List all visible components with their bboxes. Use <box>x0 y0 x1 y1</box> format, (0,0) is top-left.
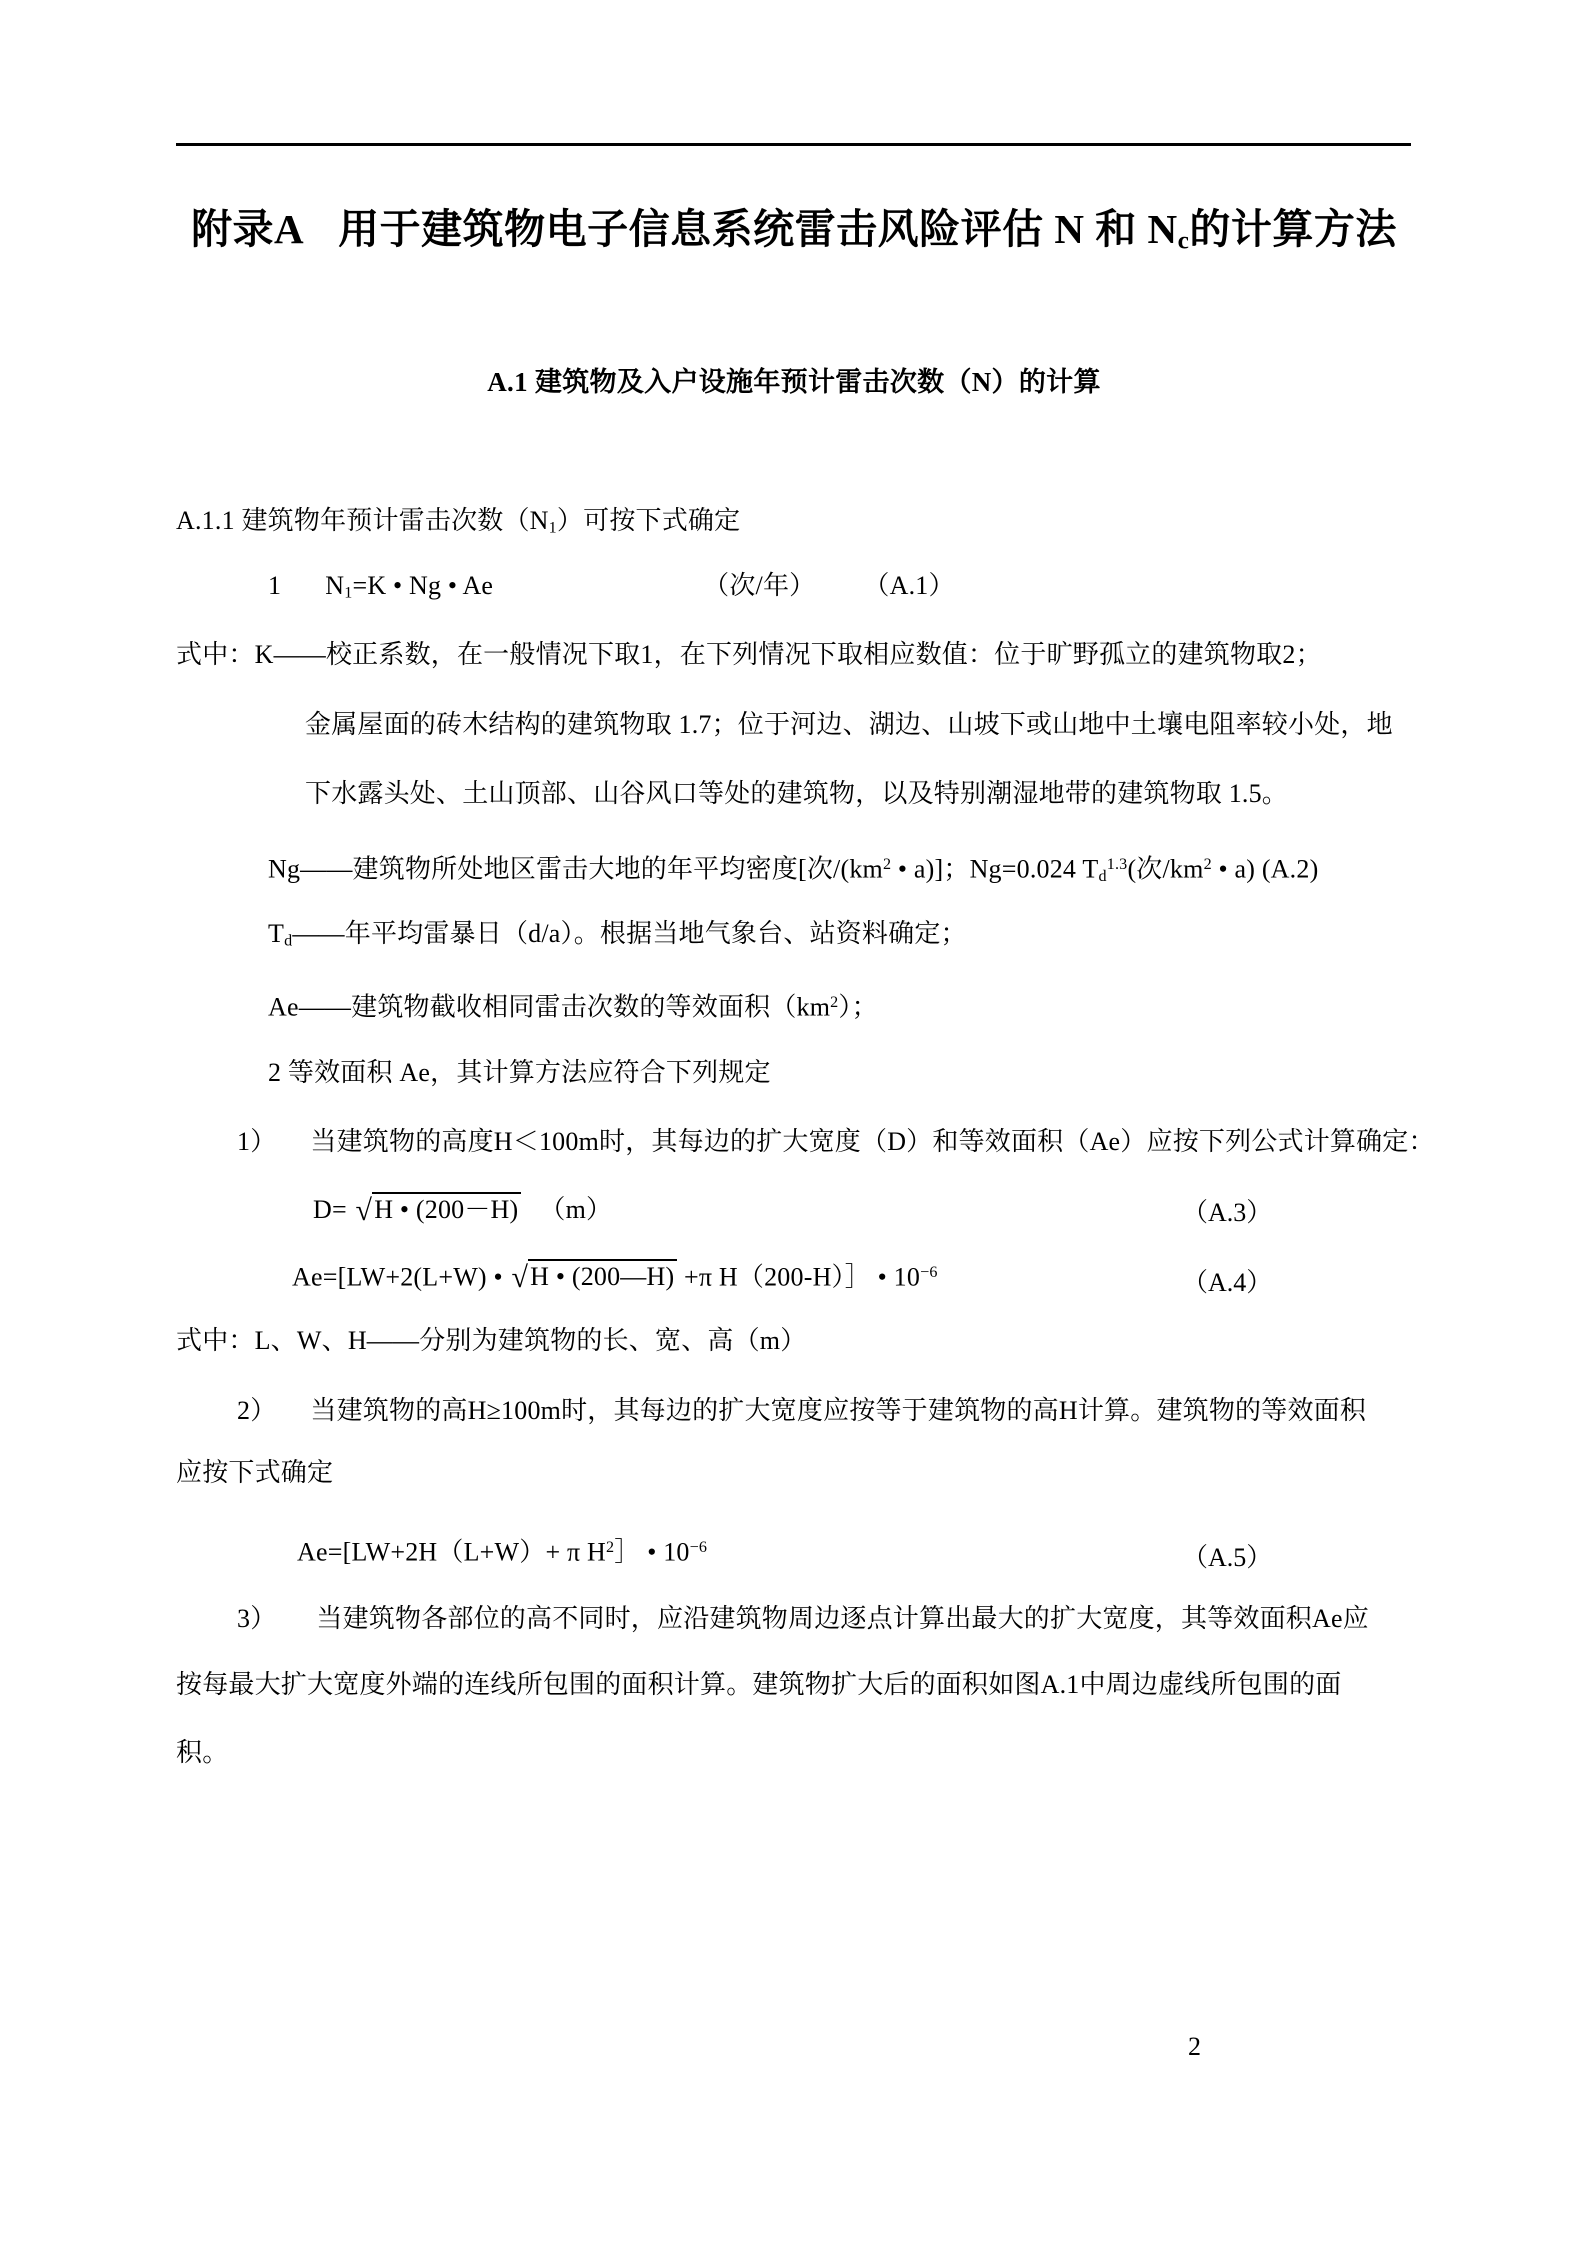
page-title-main: 用于建筑物电子信息系统雷击风险评估 N 和 N <box>338 206 1178 252</box>
ng-definition-part1: Ng——建筑物所处地区雷击大地的年平均密度[次/(km <box>268 854 883 884</box>
sqrt-icon: √ <box>355 1194 373 1227</box>
item-1-marker: 1） <box>237 1127 277 1156</box>
ae-definition-prefix: Ae——建筑物截收相同雷击次数的等效面积（km <box>268 992 831 1022</box>
td-definition <box>268 919 967 957</box>
page-title-appendix: 附录A <box>191 206 305 252</box>
item-3-text: 当建筑物各部位的高不同时，应沿建筑物周边逐点计算出最大的扩大宽度，其等效面积Ae应 <box>316 1604 1369 1633</box>
item-3-varying-height <box>237 1604 1369 1634</box>
formula-a1 <box>268 571 955 609</box>
formula-a5-exponent: −6 <box>689 1539 708 1556</box>
sqrt-icon: √ <box>511 1261 529 1295</box>
formula-a4-sqrt <box>510 1259 678 1295</box>
ng-definition-sup-km2-a: 2 <box>882 856 892 873</box>
page-title-tail: 的计算方法 <box>1189 206 1397 252</box>
td-definition-prefix: T <box>268 919 285 948</box>
formula-a5-h-exponent: 2 <box>606 1539 615 1556</box>
ae-definition <box>268 988 878 1022</box>
formula-a5-lhs: Ae=[LW+2H（L+W）+ π H <box>297 1537 607 1567</box>
formula-a3-label: （A.3） <box>1182 1198 1273 1227</box>
formula-a3-sqrt <box>354 1192 522 1225</box>
ae-definition-sup-km2: 2 <box>830 994 839 1011</box>
item-2-height-ge-100 <box>237 1396 1366 1426</box>
ng-definition-sup-km2-b: 2 <box>1203 856 1212 873</box>
ae-definition-suffix: ）； <box>838 992 878 1022</box>
header-rule <box>176 143 1411 146</box>
formula-a4 <box>292 1258 938 1295</box>
item-2-continuation: 应按下式确定 <box>176 1458 334 1487</box>
formula-a1-unit: （次/年） <box>703 571 816 600</box>
item-1-height-lt-100 <box>237 1127 1435 1157</box>
item-3-marker: 3） <box>237 1604 277 1633</box>
formula-a3-radicand: H • (200－H) <box>372 1192 521 1225</box>
k-definition-line-2: 金属屋面的砖木结构的建筑物取 1.7；位于河边、湖边、山坡下或山地中土壤电阻率较小处，地 <box>305 710 1393 739</box>
formula-a5-mid: ］ • 10 <box>614 1537 690 1567</box>
ng-definition-exponent: 1.3 <box>1106 856 1128 873</box>
k-definition-line-3: 下水露头处、土山顶部、山谷风口等处的建筑物，以及特别潮湿地带的建筑物取 1.5。 <box>305 779 1289 808</box>
ng-definition-part2: • a)]；Ng=0.024 T <box>891 854 1099 884</box>
ng-definition-part3: (次/km <box>1127 854 1204 884</box>
formula-a4-radicand: H • (200—H) <box>528 1259 677 1292</box>
formula-a3-unit: （m） <box>539 1195 613 1224</box>
clause-a111-prefix: A.1.1 建筑物年预计雷击次数（N <box>176 506 549 535</box>
formula-a3 <box>313 1192 612 1225</box>
formula-a1-lhs-subscript: 1 <box>344 584 353 602</box>
item-2-marker: 2） <box>237 1396 277 1425</box>
k-definition-line-1: 式中：K——校正系数，在一般情况下取1，在下列情况下取相应数值：位于旷野孤立的建筑物取2； <box>176 640 1322 669</box>
td-definition-text: ——年平均雷暴日（d/a）。根据当地气象台、站资料确定； <box>292 919 967 948</box>
formula-a5 <box>297 1533 707 1567</box>
lwh-definition: 式中：L、W、H——分别为建筑物的长、宽、高（m） <box>176 1326 807 1355</box>
item-2-text: 当建筑物的高H≥100m时，其每边的扩大宽度应按等于建筑物的高H计算。建筑物的等效面积 <box>310 1396 1367 1425</box>
formula-a4-label: （A.4） <box>1182 1268 1273 1297</box>
ng-definition-sub-d: d <box>1098 867 1107 885</box>
page-title <box>0 196 1588 256</box>
formula-a4-lhs: Ae=[LW+2(L+W) • <box>292 1262 510 1292</box>
clause-a111-subscript: 1 <box>548 519 557 537</box>
section-heading-a1: A.1 建筑物及入户设施年预计雷击次数（N）的计算 <box>487 367 1101 397</box>
item-3-continuation-2: 积。 <box>176 1738 229 1767</box>
item-1-text: 当建筑物的高度H＜100m时，其每边的扩大宽度（D）和等效面积（Ae）应按下列公式计算确定： <box>310 1127 1435 1156</box>
item-2-equivalent-area: 2 等效面积 Ae，其计算方法应符合下列规定 <box>268 1058 771 1087</box>
td-definition-subscript: d <box>284 932 293 950</box>
formula-a4-mid: +π H（200-H）］ • 10 <box>677 1262 921 1292</box>
formula-a1-rhs: =K • Ng • Ae <box>352 571 494 600</box>
page-number: 2 <box>1188 2032 1201 2061</box>
ng-definition <box>268 850 1318 892</box>
formula-a4-exponent: −6 <box>920 1264 938 1281</box>
formula-a1-lhs: N <box>325 571 345 600</box>
clause-a111 <box>176 506 740 544</box>
formula-a1-label: （A.1） <box>863 571 955 600</box>
formula-a3-lhs: D= <box>313 1195 354 1224</box>
formula-a5-label: （A.5） <box>1182 1543 1273 1572</box>
clause-a111-suffix: ）可按下式确定 <box>556 506 741 535</box>
item-3-continuation-1: 按每最大扩大宽度外端的连线所包围的面积计算。建筑物扩大后的面积如图A.1中周边虚线所包围的面 <box>176 1670 1342 1699</box>
formula-a1-number: 1 <box>268 571 282 600</box>
ng-definition-part4: • a) (A.2) <box>1211 854 1319 884</box>
page-title-subscript: c <box>1177 226 1190 255</box>
